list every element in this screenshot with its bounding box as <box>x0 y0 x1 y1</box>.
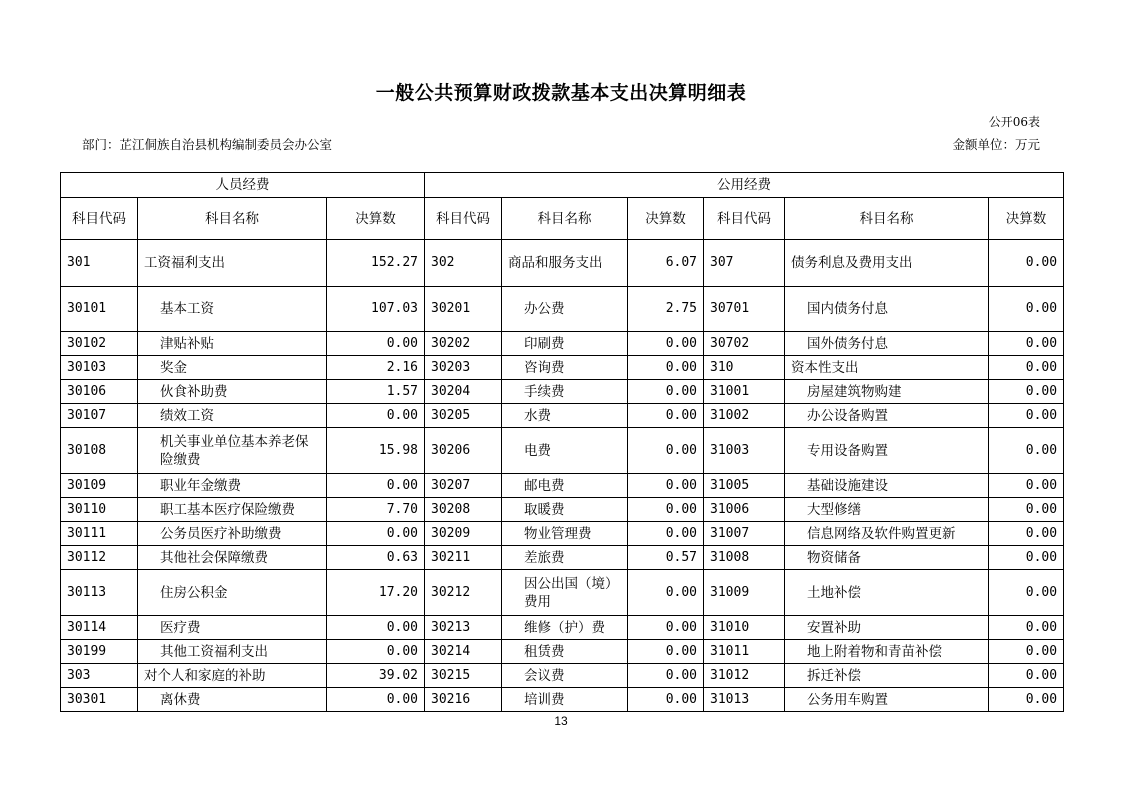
subject-name-cell: 职业年金缴费 <box>138 474 327 498</box>
table-row <box>61 522 1064 546</box>
subject-name-cell: 奖金 <box>138 356 327 380</box>
table-row <box>61 474 1064 498</box>
table-row <box>61 664 1064 688</box>
col-header-name: 科目名称 <box>785 198 989 240</box>
amount-cell: 0.00 <box>989 356 1064 380</box>
subject-name-cell: 大型修缮 <box>785 498 989 522</box>
subject-code-cell: 31009 <box>704 570 785 616</box>
group-personnel-header: 人员经费 <box>61 173 425 198</box>
subject-code-cell: 31013 <box>704 688 785 712</box>
amount-cell: 0.00 <box>989 428 1064 474</box>
amount-cell: 0.00 <box>989 546 1064 570</box>
table-row <box>61 546 1064 570</box>
amount-cell: 0.00 <box>628 380 704 404</box>
subject-code-cell: 302 <box>425 240 502 287</box>
subject-code-cell: 31006 <box>704 498 785 522</box>
amount-cell: 2.16 <box>327 356 425 380</box>
subject-code-cell: 30207 <box>425 474 502 498</box>
amount-cell: 0.00 <box>989 287 1064 332</box>
amount-cell: 0.00 <box>628 616 704 640</box>
table-row <box>61 498 1064 522</box>
subject-code-cell: 30204 <box>425 380 502 404</box>
table-row <box>61 332 1064 356</box>
subject-name-cell: 邮电费 <box>502 474 628 498</box>
subject-code-cell: 31007 <box>704 522 785 546</box>
subject-name-cell: 其他社会保障缴费 <box>138 546 327 570</box>
subject-code-cell: 31003 <box>704 428 785 474</box>
subject-code-cell: 31008 <box>704 546 785 570</box>
col-header-code: 科目代码 <box>425 198 502 240</box>
amount-cell: 6.07 <box>628 240 704 287</box>
subject-code-cell: 30203 <box>425 356 502 380</box>
amount-cell: 2.75 <box>628 287 704 332</box>
amount-cell: 0.00 <box>628 356 704 380</box>
subject-code-cell: 31012 <box>704 664 785 688</box>
group-public-header: 公用经费 <box>425 173 1064 198</box>
subject-code-cell: 30701 <box>704 287 785 332</box>
amount-cell: 0.00 <box>989 380 1064 404</box>
subject-code-cell: 310 <box>704 356 785 380</box>
subject-name-cell: 公务用车购置 <box>785 688 989 712</box>
subject-name-cell: 国外债务付息 <box>785 332 989 356</box>
subject-name-cell: 基础设施建设 <box>785 474 989 498</box>
col-header-name: 科目名称 <box>138 198 327 240</box>
subject-code-cell: 30206 <box>425 428 502 474</box>
subject-name-cell: 债务利息及费用支出 <box>785 240 989 287</box>
amount-cell: 0.00 <box>989 664 1064 688</box>
amount-cell: 0.57 <box>628 546 704 570</box>
subject-name-cell: 伙食补助费 <box>138 380 327 404</box>
subject-code-cell: 30108 <box>61 428 138 474</box>
subject-name-cell: 基本工资 <box>138 287 327 332</box>
subject-code-cell: 301 <box>61 240 138 287</box>
subject-code-cell: 30101 <box>61 287 138 332</box>
amount-cell: 39.02 <box>327 664 425 688</box>
subject-name-cell: 离休费 <box>138 688 327 712</box>
subject-name-cell: 机关事业单位基本养老保险缴费 <box>138 428 327 474</box>
col-header-code: 科目代码 <box>704 198 785 240</box>
amount-cell: 0.00 <box>628 474 704 498</box>
subject-name-cell: 住房公积金 <box>138 570 327 616</box>
amount-cell: 0.00 <box>628 570 704 616</box>
subject-code-cell: 303 <box>61 664 138 688</box>
amount-cell: 0.00 <box>327 616 425 640</box>
subject-name-cell: 咨询费 <box>502 356 628 380</box>
amount-cell: 0.00 <box>327 688 425 712</box>
subject-name-cell: 商品和服务支出 <box>502 240 628 287</box>
table-row <box>61 380 1064 404</box>
amount-cell: 0.00 <box>628 332 704 356</box>
amount-cell: 0.00 <box>628 428 704 474</box>
amount-cell: 0.00 <box>628 404 704 428</box>
table-row <box>61 404 1064 428</box>
subject-code-cell: 30110 <box>61 498 138 522</box>
group-header-row <box>61 173 1064 198</box>
subject-name-cell: 对个人和家庭的补助 <box>138 664 327 688</box>
subject-name-cell: 专用设备购置 <box>785 428 989 474</box>
table-row <box>61 428 1064 474</box>
amount-cell: 0.00 <box>628 522 704 546</box>
subject-code-cell: 30112 <box>61 546 138 570</box>
amount-cell: 0.00 <box>989 404 1064 428</box>
table-row <box>61 640 1064 664</box>
subject-name-cell: 房屋建筑物购建 <box>785 380 989 404</box>
subject-code-cell: 30205 <box>425 404 502 428</box>
subject-code-cell: 30107 <box>61 404 138 428</box>
subject-name-cell: 水费 <box>502 404 628 428</box>
form-number: 公开06表 <box>988 115 1040 129</box>
subject-code-cell: 30103 <box>61 356 138 380</box>
subject-code-cell: 30212 <box>425 570 502 616</box>
subject-code-cell: 30301 <box>61 688 138 712</box>
amount-cell: 0.00 <box>989 498 1064 522</box>
amount-cell: 0.00 <box>628 498 704 522</box>
subject-name-cell: 津贴补贴 <box>138 332 327 356</box>
subject-name-cell: 维修（护）费 <box>502 616 628 640</box>
col-header-amount: 决算数 <box>989 198 1064 240</box>
subject-name-cell: 办公设备购置 <box>785 404 989 428</box>
amount-cell: 1.57 <box>327 380 425 404</box>
subject-name-cell: 物业管理费 <box>502 522 628 546</box>
subject-name-cell: 工资福利支出 <box>138 240 327 287</box>
amount-cell: 0.00 <box>989 570 1064 616</box>
col-header-amount: 决算数 <box>327 198 425 240</box>
amount-cell: 0.00 <box>989 616 1064 640</box>
col-header-name: 科目名称 <box>502 198 628 240</box>
subject-name-cell: 差旅费 <box>502 546 628 570</box>
subject-code-cell: 30214 <box>425 640 502 664</box>
table-row <box>61 356 1064 380</box>
subject-name-cell: 医疗费 <box>138 616 327 640</box>
subject-code-cell: 30211 <box>425 546 502 570</box>
amount-cell: 15.98 <box>327 428 425 474</box>
amount-cell: 7.70 <box>327 498 425 522</box>
amount-cell: 0.00 <box>327 640 425 664</box>
subject-code-cell: 30702 <box>704 332 785 356</box>
col-header-code: 科目代码 <box>61 198 138 240</box>
subject-code-cell: 30201 <box>425 287 502 332</box>
subject-name-cell: 国内债务付息 <box>785 287 989 332</box>
amount-cell: 0.63 <box>327 546 425 570</box>
amount-cell: 0.00 <box>989 640 1064 664</box>
subject-name-cell: 土地补偿 <box>785 570 989 616</box>
amount-cell: 0.00 <box>989 688 1064 712</box>
department-label: 部门：芷江侗族自治县机构编制委员会办公室 <box>82 137 333 152</box>
page-title: 一般公共预算财政拨款基本支出决算明细表 <box>375 82 747 104</box>
subject-name-cell: 会议费 <box>502 664 628 688</box>
table-row <box>61 240 1064 287</box>
amount-cell: 0.00 <box>628 688 704 712</box>
subject-code-cell: 31005 <box>704 474 785 498</box>
subject-code-cell: 30102 <box>61 332 138 356</box>
amount-cell: 107.03 <box>327 287 425 332</box>
subject-code-cell: 30202 <box>425 332 502 356</box>
subject-code-cell: 30209 <box>425 522 502 546</box>
amount-cell: 17.20 <box>327 570 425 616</box>
subject-name-cell: 地上附着物和青苗补偿 <box>785 640 989 664</box>
amount-cell: 0.00 <box>327 404 425 428</box>
subject-name-cell: 安置补助 <box>785 616 989 640</box>
subject-name-cell: 因公出国（境）费用 <box>502 570 628 616</box>
subject-name-cell: 职工基本医疗保险缴费 <box>138 498 327 522</box>
subject-code-cell: 307 <box>704 240 785 287</box>
subject-code-cell: 31011 <box>704 640 785 664</box>
subject-name-cell: 资本性支出 <box>785 356 989 380</box>
expenditure-table <box>60 172 1064 712</box>
table-row <box>61 570 1064 616</box>
table-row <box>61 287 1064 332</box>
subject-name-cell: 电费 <box>502 428 628 474</box>
amount-cell: 0.00 <box>327 474 425 498</box>
amount-cell: 0.00 <box>989 474 1064 498</box>
col-header-amount: 决算数 <box>628 198 704 240</box>
subject-code-cell: 31010 <box>704 616 785 640</box>
column-header-row <box>61 198 1064 240</box>
amount-cell: 0.00 <box>628 640 704 664</box>
amount-cell: 0.00 <box>989 332 1064 356</box>
table-row <box>61 688 1064 712</box>
amount-cell: 0.00 <box>989 522 1064 546</box>
subject-code-cell: 30111 <box>61 522 138 546</box>
subject-code-cell: 30114 <box>61 616 138 640</box>
amount-cell: 152.27 <box>327 240 425 287</box>
subject-name-cell: 取暖费 <box>502 498 628 522</box>
subject-name-cell: 其他工资福利支出 <box>138 640 327 664</box>
subject-name-cell: 绩效工资 <box>138 404 327 428</box>
subject-name-cell: 公务员医疗补助缴费 <box>138 522 327 546</box>
subject-name-cell: 租赁费 <box>502 640 628 664</box>
subject-code-cell: 30199 <box>61 640 138 664</box>
subject-name-cell: 印刷费 <box>502 332 628 356</box>
subject-name-cell: 办公费 <box>502 287 628 332</box>
subject-code-cell: 30113 <box>61 570 138 616</box>
subject-code-cell: 31001 <box>704 380 785 404</box>
subject-code-cell: 30215 <box>425 664 502 688</box>
subject-name-cell: 手续费 <box>502 380 628 404</box>
table-row <box>61 616 1064 640</box>
amount-cell: 0.00 <box>628 664 704 688</box>
subject-code-cell: 31002 <box>704 404 785 428</box>
amount-cell: 0.00 <box>327 522 425 546</box>
subject-name-cell: 物资储备 <box>785 546 989 570</box>
subject-code-cell: 30208 <box>425 498 502 522</box>
page-number: 13 <box>554 714 568 728</box>
amount-cell: 0.00 <box>327 332 425 356</box>
subject-code-cell: 30109 <box>61 474 138 498</box>
subject-code-cell: 30213 <box>425 616 502 640</box>
subject-code-cell: 30216 <box>425 688 502 712</box>
amount-cell: 0.00 <box>989 240 1064 287</box>
amount-unit-label: 金额单位：万元 <box>952 137 1040 152</box>
subject-name-cell: 培训费 <box>502 688 628 712</box>
subject-name-cell: 拆迁补偿 <box>785 664 989 688</box>
subject-name-cell: 信息网络及软件购置更新 <box>785 522 989 546</box>
subject-code-cell: 30106 <box>61 380 138 404</box>
